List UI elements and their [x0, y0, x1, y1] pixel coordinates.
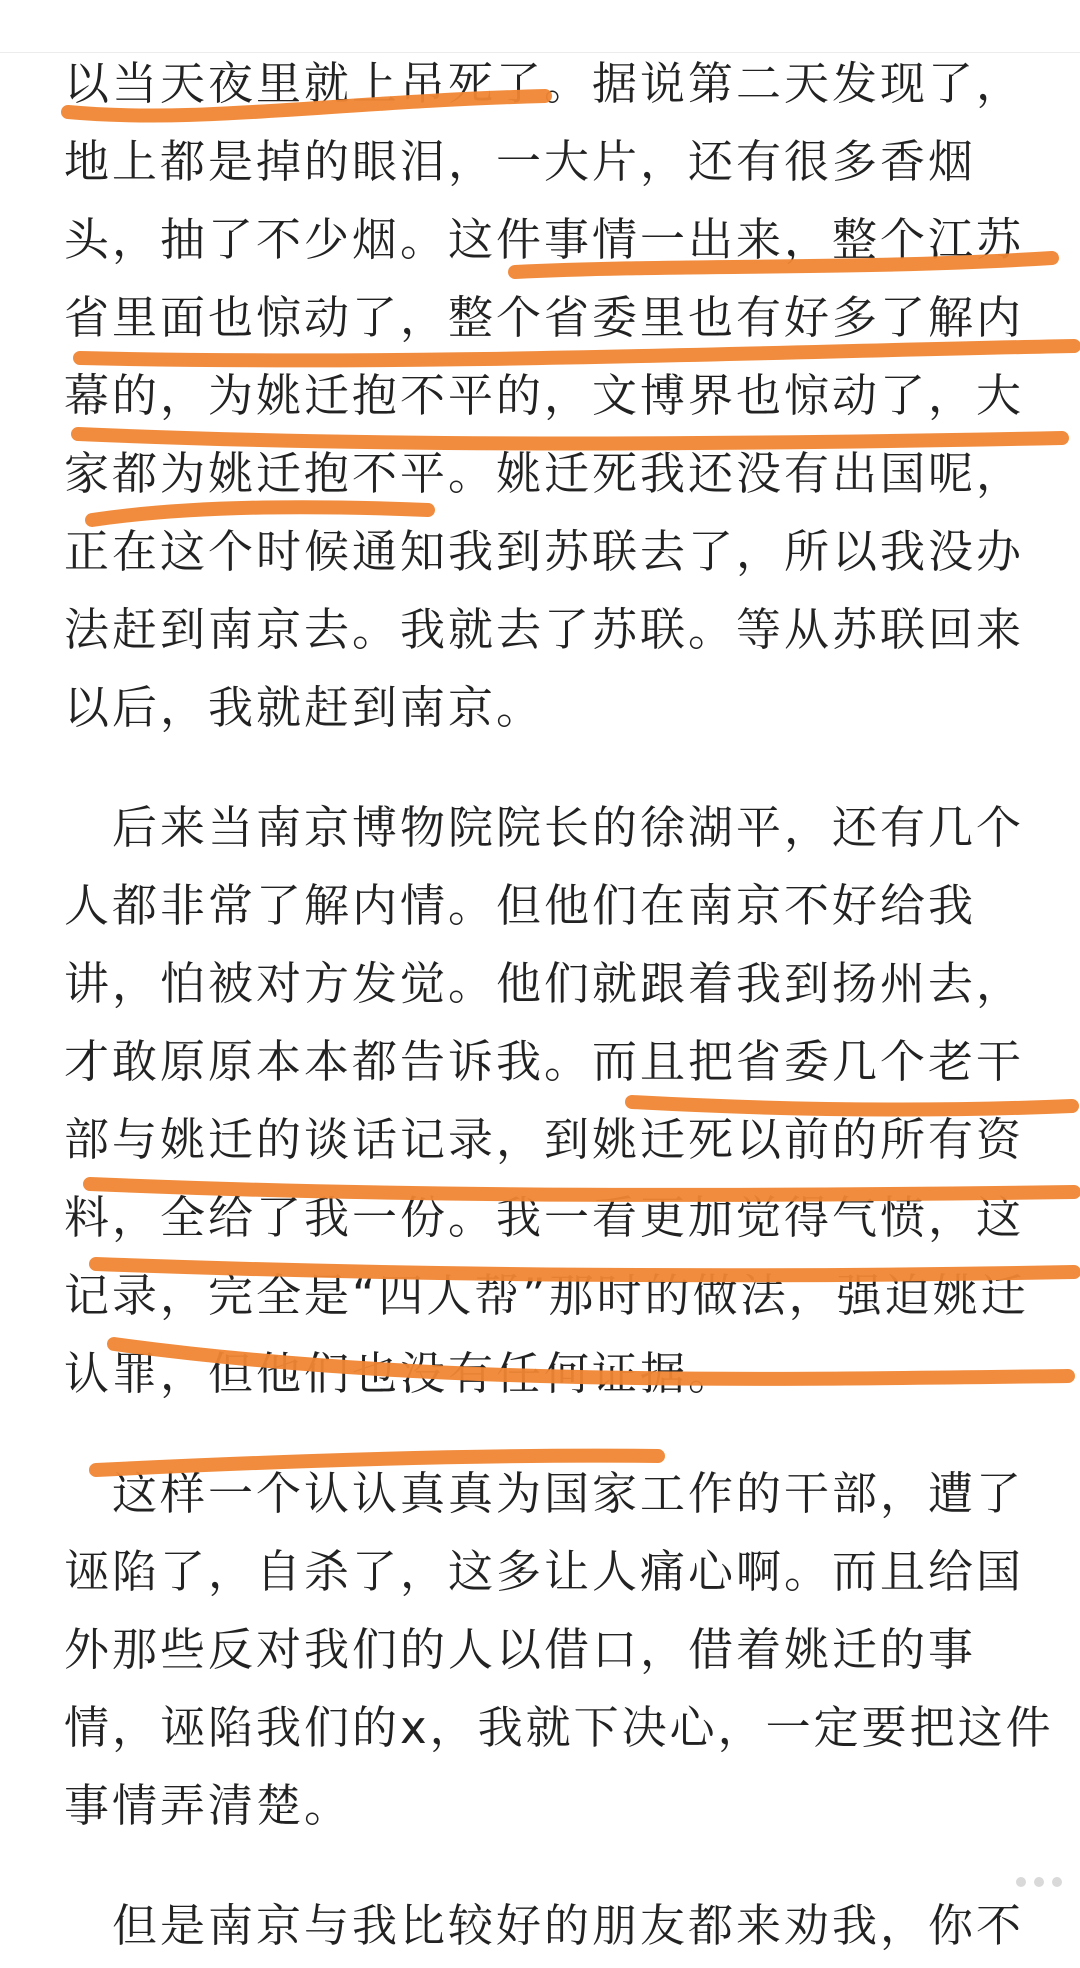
- text-line: 后来当南京博物院院长的徐湖平，还有几个: [64, 801, 1025, 854]
- text-line: 以当天夜里就上吊死了。据说第二天发现了，: [64, 57, 1025, 110]
- text-line: 人都非常了解内情。但他们在南京不好给我: [64, 879, 977, 932]
- dot: [1016, 1877, 1026, 1887]
- dot: [1052, 1877, 1062, 1887]
- text-line: 部与姚迁的谈话记录，到姚迁死以前的所有资: [64, 1113, 1025, 1166]
- text-line: 料，全给了我一份。我一看更加觉得气愤，这: [64, 1191, 1025, 1244]
- text-line: 外那些反对我们的人以借口，借着姚迁的事: [64, 1623, 977, 1676]
- text-line: 情，诬陷我们的x，我就下决心，一定要把这件: [64, 1701, 1054, 1754]
- text-line: 记录，完全是“四人帮”那时的做法，强迫姚迁: [64, 1269, 1029, 1322]
- text-line: 事情弄清楚。: [64, 1779, 353, 1832]
- top-bar: [0, 0, 1080, 53]
- text-line: 法赶到南京去。我就去了苏联。等从苏联回来: [64, 603, 1025, 656]
- dot: [1034, 1877, 1044, 1887]
- text-line: 地上都是掉的眼泪，一大片，还有很多香烟: [64, 135, 977, 188]
- watermark-dots: [1016, 1877, 1062, 1887]
- text-line: 幕的，为姚迁抱不平的，文博界也惊动了，大: [64, 369, 1025, 422]
- text-line: 讲，怕被对方发觉。他们就跟着我到扬州去，: [64, 957, 1025, 1010]
- text-line: 诬陷了，自杀了，这多让人痛心啊。而且给国: [64, 1545, 1025, 1598]
- text-line: 才敢原原本本都告诉我。而且把省委几个老干: [64, 1035, 1025, 1088]
- text-line: 家都为姚迁抱不平。姚迁死我还没有出国呢，: [64, 447, 1025, 500]
- text-line: 省里面也惊动了，整个省委里也有好多了解内: [64, 291, 1025, 344]
- text-line: 认罪，但他们也没有任何证据。: [64, 1347, 737, 1400]
- text-line: 以后，我就赶到南京。: [64, 681, 545, 734]
- text-line: 正在这个时候通知我到苏联去了，所以我没办: [64, 525, 1025, 578]
- text-line: 但是南京与我比较好的朋友都来劝我，你不: [64, 1899, 1025, 1952]
- text-line: 这样一个认认真真为国家工作的干部，遭了: [64, 1467, 1025, 1520]
- text-line: 头，抽了不少烟。这件事情一出来，整个江苏: [64, 213, 1025, 266]
